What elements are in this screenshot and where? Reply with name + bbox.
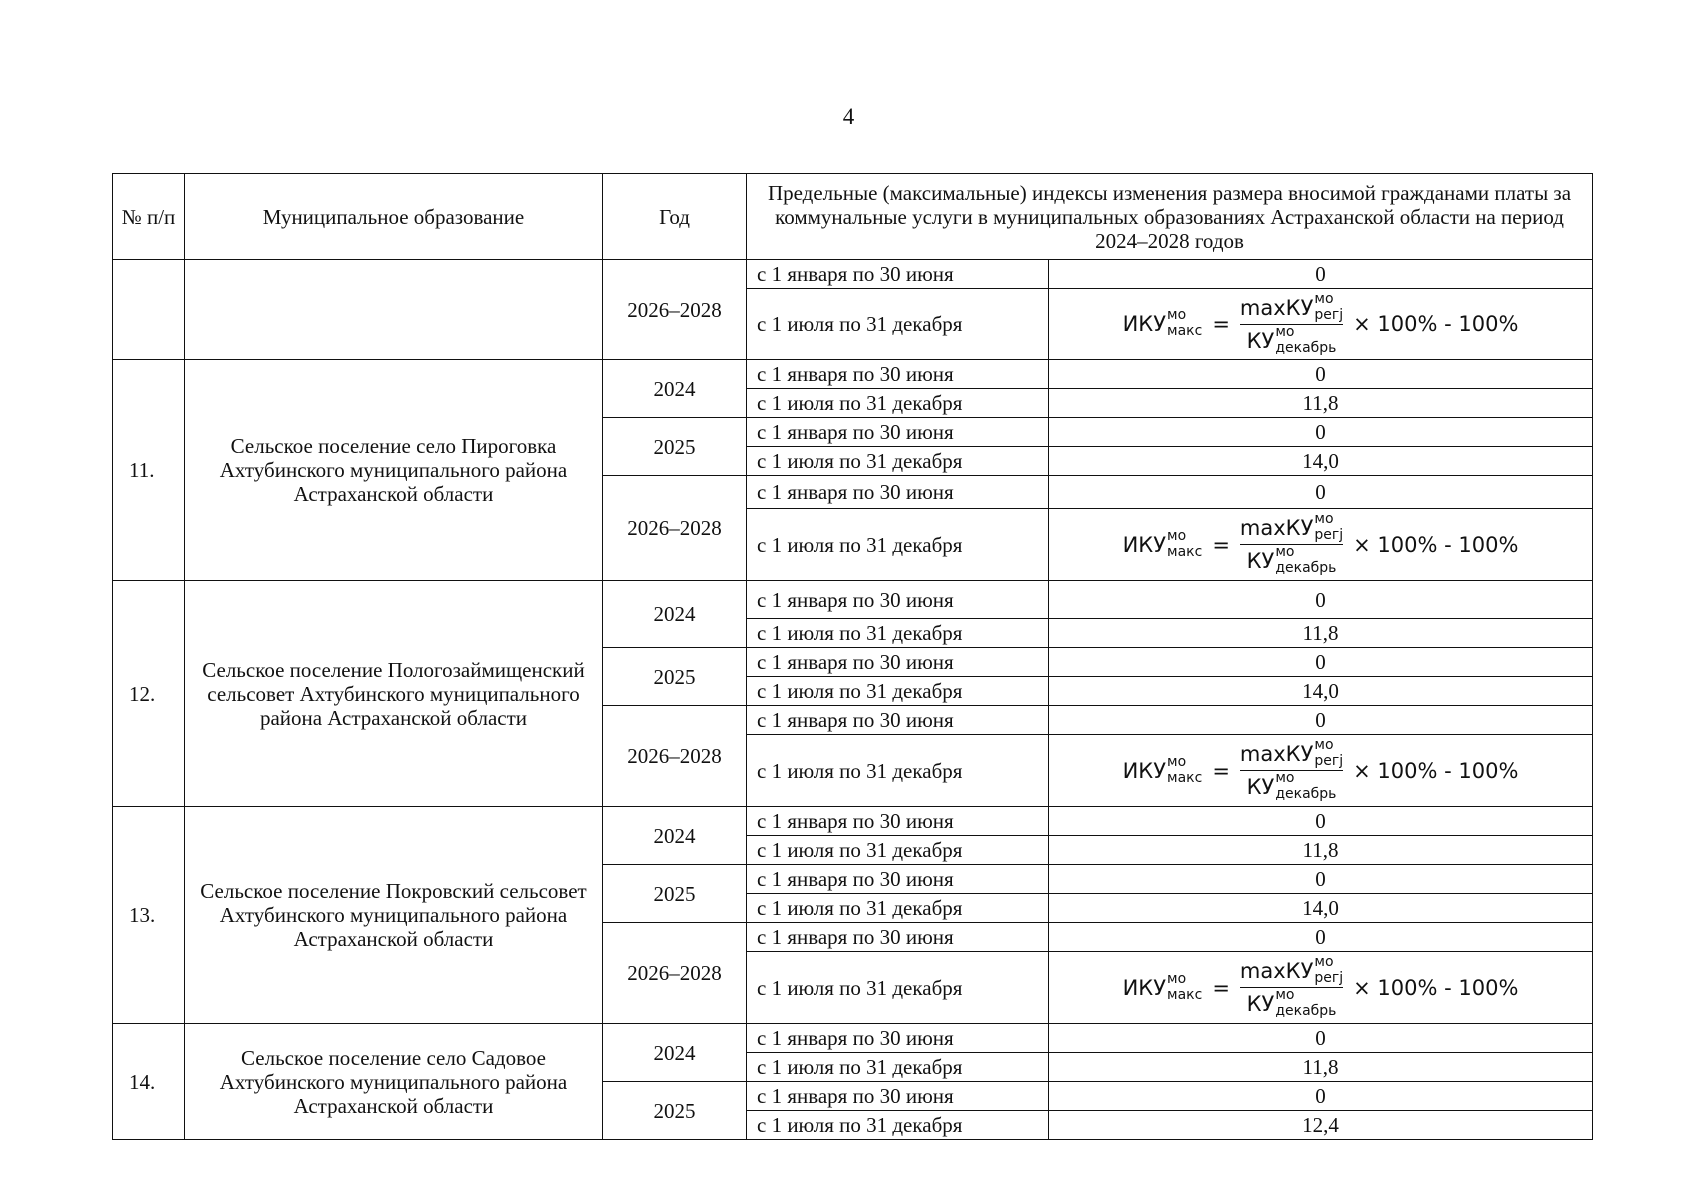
header-year: Год xyxy=(603,174,747,260)
table-row xyxy=(113,360,1593,389)
value-cell: 12,4 xyxy=(1049,1111,1593,1140)
period-first-half: с 1 января по 30 июня xyxy=(747,923,1049,952)
header-municipality: Муниципальное образование xyxy=(185,174,603,260)
municipality-name: Сельское поселение село Садовое Ахтубинского муниципального района Астраханской области xyxy=(185,1024,603,1140)
year-cell: 2025 xyxy=(603,418,747,476)
table-header-row xyxy=(113,174,1593,260)
value-cell: 11,8 xyxy=(1049,619,1593,648)
period-second-half: с 1 июля по 31 декабря xyxy=(747,735,1049,807)
value-cell: 11,8 xyxy=(1049,1053,1593,1082)
year-cell: 2024 xyxy=(603,1024,747,1082)
period-second-half: с 1 июля по 31 декабря xyxy=(747,447,1049,476)
period-first-half: с 1 января по 30 июня xyxy=(747,1024,1049,1053)
period-second-half: с 1 июля по 31 декабря xyxy=(747,509,1049,581)
year-cell: 2024 xyxy=(603,581,747,648)
value-cell: 0 xyxy=(1049,807,1593,836)
row-number: 11. xyxy=(113,360,185,581)
year-cell: 2026–2028 xyxy=(603,260,747,360)
year-cell: 2025 xyxy=(603,1082,747,1140)
period-first-half: с 1 января по 30 июня xyxy=(747,807,1049,836)
index-formula: ИКУ мо макс = maxКУ мо регj КУ мо декабрь × 100% - 100% xyxy=(1122,737,1519,802)
year-cell: 2026–2028 xyxy=(603,706,747,807)
period-first-half: с 1 января по 30 июня xyxy=(747,865,1049,894)
index-formula: ИКУ мо макс = maxКУ мо регj КУ мо декабрь × 100% - 100% xyxy=(1122,954,1519,1019)
value-cell: 0 xyxy=(1049,706,1593,735)
page-number: 4 xyxy=(842,104,855,129)
index-formula: ИКУ мо макс = maxКУ мо регj КУ мо декабрь × 100% - 100% xyxy=(1122,290,1519,356)
value-cell: 14,0 xyxy=(1049,677,1593,706)
period-first-half: с 1 января по 30 июня xyxy=(747,476,1049,509)
municipality-name: Сельское поселение Пологозаймищенский сельсовет Ахтубинского муниципального района Астраханской области xyxy=(185,581,603,807)
formula-cell xyxy=(1049,289,1593,360)
period-second-half: с 1 июля по 31 декабря xyxy=(747,952,1049,1024)
period-second-half: с 1 июля по 31 декабря xyxy=(747,289,1049,360)
value-cell: 0 xyxy=(1049,865,1593,894)
value-cell: 0 xyxy=(1049,1024,1593,1053)
period-second-half: с 1 июля по 31 декабря xyxy=(747,619,1049,648)
period-first-half: с 1 января по 30 июня xyxy=(747,260,1049,289)
period-second-half: с 1 июля по 31 декабря xyxy=(747,1111,1049,1140)
value-cell: 14,0 xyxy=(1049,894,1593,923)
cont-name-cell xyxy=(185,260,603,360)
value-cell: 0 xyxy=(1049,476,1593,509)
value-cell: 0 xyxy=(1049,260,1593,289)
table-row xyxy=(113,807,1593,836)
value-cell: 11,8 xyxy=(1049,836,1593,865)
period-first-half: с 1 января по 30 июня xyxy=(747,706,1049,735)
value-cell: 0 xyxy=(1049,418,1593,447)
value-cell: 0 xyxy=(1049,360,1593,389)
table-row xyxy=(113,581,1593,619)
value-cell: 14,0 xyxy=(1049,447,1593,476)
header-indices: Предельные (максимальные) индексы изменения размера вносимой гражданами платы за коммунальные услуги в муниципальных образованиях Астраханской области на период 2024–2028 годов xyxy=(747,174,1593,260)
period-second-half: с 1 июля по 31 декабря xyxy=(747,836,1049,865)
value-cell: 0 xyxy=(1049,648,1593,677)
year-cell: 2026–2028 xyxy=(603,476,747,581)
period-first-half: с 1 января по 30 июня xyxy=(747,418,1049,447)
period-second-half: с 1 июля по 31 декабря xyxy=(747,389,1049,418)
year-cell: 2024 xyxy=(603,360,747,418)
year-cell: 2025 xyxy=(603,648,747,706)
indices-table xyxy=(112,173,1593,1140)
period-first-half: с 1 января по 30 июня xyxy=(747,581,1049,619)
header-num: № п/п xyxy=(113,174,185,260)
period-second-half: с 1 июля по 31 декабря xyxy=(747,894,1049,923)
municipality-name: Сельское поселение Покровский сельсовет Ахтубинского муниципального района Астраханской области xyxy=(185,807,603,1024)
period-first-half: с 1 января по 30 июня xyxy=(747,648,1049,677)
year-cell: 2024 xyxy=(603,807,747,865)
row-number: 13. xyxy=(113,807,185,1024)
index-formula: ИКУ мо макс = maxКУ мо регj КУ мо декабрь × 100% - 100% xyxy=(1122,511,1519,576)
value-cell: 0 xyxy=(1049,581,1593,619)
formula-cell xyxy=(1049,952,1593,1024)
period-second-half: с 1 июля по 31 декабря xyxy=(747,677,1049,706)
municipality-name: Сельское поселение село Пироговка Ахтубинского муниципального района Астраханской области xyxy=(185,360,603,581)
table-row xyxy=(113,1024,1593,1053)
year-cell: 2026–2028 xyxy=(603,923,747,1024)
formula-cell xyxy=(1049,735,1593,807)
formula-cell xyxy=(1049,509,1593,581)
cont-num-cell xyxy=(113,260,185,360)
year-cell: 2025 xyxy=(603,865,747,923)
table-row xyxy=(113,260,1593,289)
period-second-half: с 1 июля по 31 декабря xyxy=(747,1053,1049,1082)
row-number: 14. xyxy=(113,1024,185,1140)
value-cell: 0 xyxy=(1049,923,1593,952)
period-first-half: с 1 января по 30 июня xyxy=(747,360,1049,389)
row-number: 12. xyxy=(113,581,185,807)
value-cell: 11,8 xyxy=(1049,389,1593,418)
value-cell: 0 xyxy=(1049,1082,1593,1111)
period-first-half: с 1 января по 30 июня xyxy=(747,1082,1049,1111)
